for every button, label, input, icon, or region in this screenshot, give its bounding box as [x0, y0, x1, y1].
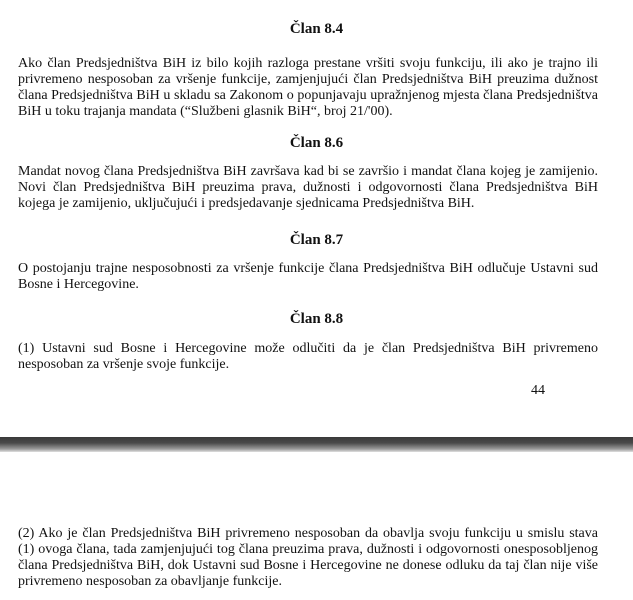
article-text-8-6: Mandat novog člana Predsjedništva BiH završava kad bi se završio i mandat člana kojeg je zamijenio. Novi član Predsjedništva BiH preuzima prava, dužnosti i odgovornosti člana Predsjedništva BiH kojega je zamijenio, uključujući i predsjedavanje sjednicama Predsjedništva BiH. — [18, 164, 598, 211]
article-text-8-7: O postojanju trajne nesposobnosti za vršenje funkcije člana Predsjedništva BiH odlučuje Ustavni sud Bosne i Hercegovine. — [18, 261, 598, 292]
page-separator — [0, 437, 633, 452]
article-heading-8-8: Član 8.8 — [289, 311, 344, 327]
article-text-8-4: Ako član Predsjedništva BiH iz bilo kojih razloga prestane vršiti svoju funkciju, ili ako je trajno ili privremeno nesposoban za vršenje funkcije, zamjenjujući član Predsjedništva BiH preuzima dužnost člana Predsjedništva BiH u skladu sa Zakonom o popunjavaju upražnjenog mjesta člana Predsjedništva BiH u toku trajanja mandata (“Službeni glasnik BiH“, broj 21/'00). — [18, 56, 598, 119]
article-heading-8-6: Član 8.6 — [289, 135, 344, 151]
article-heading-8-7: Član 8.7 — [289, 232, 344, 248]
article-heading-8-4: Član 8.4 — [289, 21, 344, 37]
page-number: 44 — [531, 383, 545, 398]
document-page-45 — [0, 452, 633, 600]
article-text-8-8: (1) Ustavni sud Bosne i Hercegovine može odlučiti da je član Predsjedništva BiH privremeno nesposoban za vršenje svoje funkcije. — [18, 341, 598, 372]
next-page-paragraph: (2) Ako je član Predsjedništva BiH privremeno nesposoban da obavlja svoju funkciju u smislu stava (1) ovoga člana, tada zamjenjujući tog člana preuzima prava, dužnosti i odgovornosti onesposobljenog člana Predsjedništva BiH, dok Ustavni sud Bosne i Hercegovine ne donese odluku da taj član nije više privremeno nesposoban za obavljanje funkcije. — [18, 526, 598, 589]
